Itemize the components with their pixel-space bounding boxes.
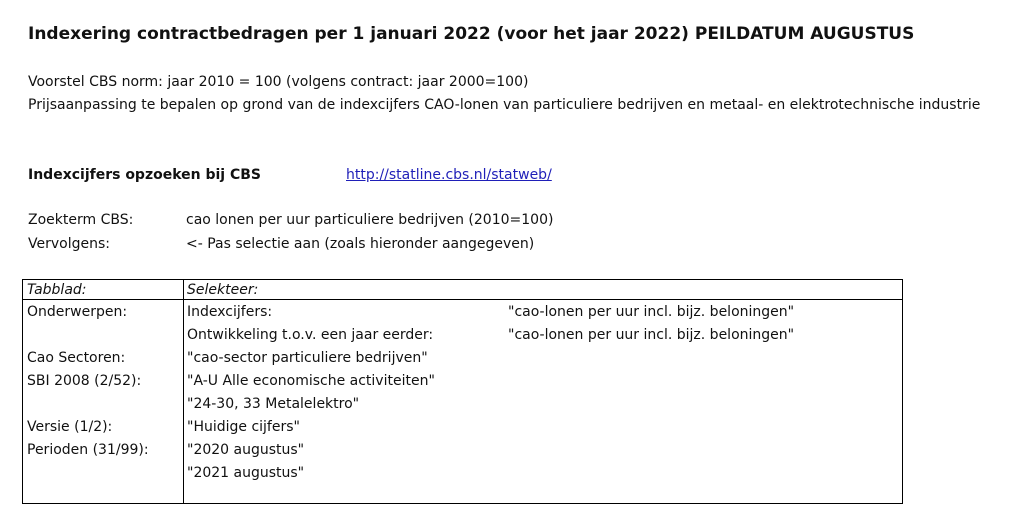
table-header-select: Selekteer:: [187, 282, 259, 298]
intro-line-norm: Voorstel CBS norm: jaar 2010 = 100 (volgens contract: jaar 2000=100): [28, 74, 529, 90]
table-row-2-select: Ontwikkeling t.o.v. een jaar eerder:: [187, 327, 434, 343]
table-header-divider: [23, 299, 902, 300]
cbs-statline-link[interactable]: http://statline.cbs.nl/statweb/: [346, 167, 552, 183]
table-column-divider: [183, 280, 184, 503]
table-row-2-value: "cao-lonen per uur incl. bijz. beloningen": [508, 327, 795, 343]
intro-line-price-adjustment: Prijsaanpassing te bepalen op grond van de indexcijfers CAO-lonen van particuliere bedrijven en metaal- en elektrotechnische industrie: [28, 97, 981, 113]
table-row-7-select: "2020 augustus": [187, 442, 305, 458]
table-row-7-tab: Perioden (31/99):: [27, 442, 149, 458]
table-row-1-select: Indexcijfers:: [187, 304, 273, 320]
selection-table: [22, 279, 903, 504]
next-step-label: Vervolgens:: [28, 236, 110, 252]
table-row-4-select: "A-U Alle economische activiteiten": [187, 373, 435, 389]
table-row-1-value: "cao-lonen per uur incl. bijz. beloningen": [508, 304, 795, 320]
document-title: Indexering contractbedragen per 1 januari 2022 (voor het jaar 2022) PEILDATUM AUGUSTUS: [28, 24, 915, 44]
table-row-6-select: "Huidige cijfers": [187, 419, 300, 435]
table-row-8-select: "2021 augustus": [187, 465, 305, 481]
table-row-4-tab: SBI 2008 (2/52):: [27, 373, 142, 389]
next-step-value: <- Pas selectie aan (zoals hieronder aangegeven): [186, 236, 535, 252]
table-row-3-select: "cao-sector particuliere bedrijven": [187, 350, 428, 366]
lookup-label: Indexcijfers opzoeken bij CBS: [28, 167, 262, 183]
table-row-6-tab: Versie (1/2):: [27, 419, 113, 435]
search-term-value: cao lonen per uur particuliere bedrijven (2010=100): [186, 212, 554, 228]
table-header-tab: Tabblad:: [27, 282, 87, 298]
table-row-3-tab: Cao Sectoren:: [27, 350, 126, 366]
table-row-1-tab: Onderwerpen:: [27, 304, 128, 320]
search-term-label: Zoekterm CBS:: [28, 212, 134, 228]
table-row-5-select: "24-30, 33 Metalelektro": [187, 396, 360, 412]
